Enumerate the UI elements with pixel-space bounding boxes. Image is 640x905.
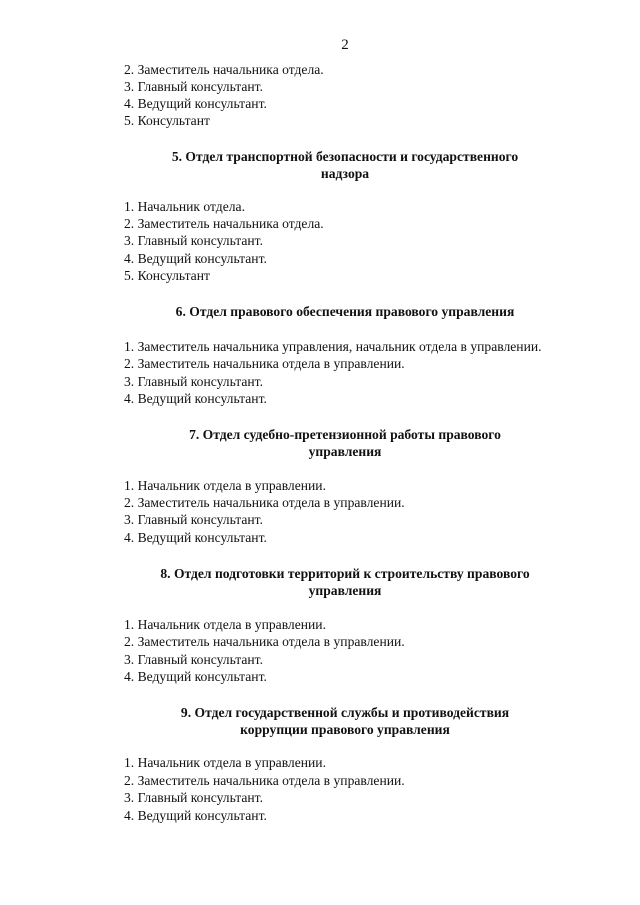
section-list-item: 3. Главный консультант. [124,790,263,805]
intro-list-item: 4. Ведущий консультант. [124,96,267,111]
section-heading [120,303,570,320]
section-heading-line: управления [308,444,382,459]
intro-list-item: 3. Главный консультант. [124,79,263,94]
section-list-item: 1. Начальник отдела в управлении. [124,617,326,632]
section-list-item: 3. Главный консультант. [124,233,263,248]
section-list-item: 1. Заместитель начальника управления, начальник отдела в управлении. [124,339,542,354]
section-list-item: 1. Начальник отдела. [124,199,245,214]
section-list-item: 4. Ведущий консультант. [124,669,267,684]
section-heading-line: 9. Отдел государственной службы и противодействия [180,705,510,720]
section-list-item: 4. Ведущий консультант. [124,808,267,823]
section-heading-line: коррупции правового управления [240,722,450,737]
section-list-item: 5. Консультант [124,268,210,283]
section-list-item: 2. Заместитель начальника отдела в управлении. [124,773,405,788]
section-heading-line: 6. Отдел правового обеспечения правового управления [175,304,515,319]
section-list-item: 4. Ведущий консультант. [124,251,267,266]
section-list-item: 2. Заместитель начальника отдела в управлении. [124,495,405,510]
section-list-item: 1. Начальник отдела в управлении. [124,755,326,770]
section-heading-line: надзора [320,166,370,181]
section-list-item: 2. Заместитель начальника отдела в управлении. [124,356,405,371]
section-heading-line: управления [308,583,382,598]
section-list-item: 4. Ведущий консультант. [124,530,267,545]
section-list-item: 1. Начальник отдела в управлении. [124,478,326,493]
section-list-item: 3. Главный консультант. [124,512,263,527]
section-heading-line: 7. Отдел судебно-претензионной работы правового [189,427,501,442]
section-list-item: 2. Заместитель начальника отдела в управлении. [124,634,405,649]
section-list-item: 3. Главный консультант. [124,374,263,389]
section-heading [120,426,570,460]
section-list-item: 4. Ведущий консультант. [124,391,267,406]
section-heading [120,704,570,738]
section-heading [120,148,570,182]
section-list-item: 2. Заместитель начальника отдела. [124,216,324,231]
section-heading-line: 8. Отдел подготовки территорий к строительству правового [160,566,530,581]
intro-list-item: 2. Заместитель начальника отдела. [124,62,324,77]
section-heading [120,565,570,599]
section-list-item: 3. Главный консультант. [124,652,263,667]
section-heading-line: 5. Отдел транспортной безопасности и государственного [171,149,519,164]
page-number: 2 [341,37,349,53]
intro-list-item: 5. Консультант [124,113,210,128]
